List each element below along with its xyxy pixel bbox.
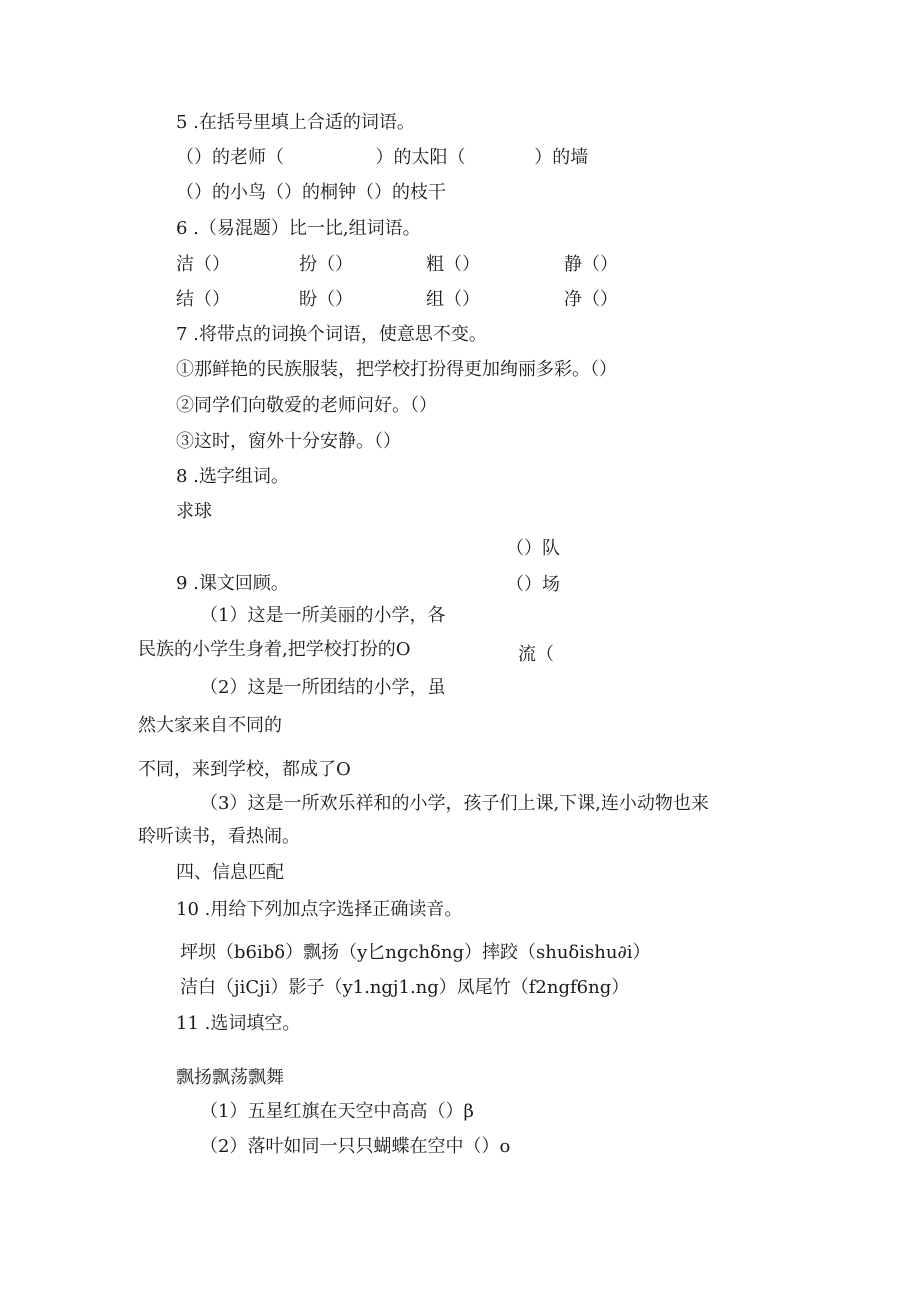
q7-sentence-3: ③这时，窗外十分安静。（） [176, 431, 401, 452]
q9-title: 9 .课文回顾。 [176, 573, 289, 594]
section-4-heading: 四、信息匹配 [176, 862, 284, 883]
q10-row-2: 洁白（jiCji）影子（y1.ngj1.ng）凤尾竹（f2ngf6ng） [180, 977, 630, 998]
q6-item-3: 粗（） [426, 254, 480, 275]
q8-option-3: 流（ [518, 644, 554, 665]
q9-item-3a: （3）这是一所欢乐祥和的小学，孩子们上课,下课,连小动物也来 [200, 793, 709, 814]
q6-title: 6 .（易混题）比一比,组词语。 [176, 218, 421, 239]
q5-row2: （）的小鸟（）的桐钟（）的枝干 [176, 182, 446, 203]
q9-item-3b: 聆听读书，看热闹。 [138, 826, 300, 847]
q7-sentence-2: ②同学们向敬爱的老师问好。（） [176, 395, 437, 416]
q8-title: 8 .选字组词。 [176, 466, 289, 487]
q6-item-8: 净（） [564, 289, 618, 310]
q10-row-1: 坪坝（b6ibδ）飘扬（y匕ngchδng）摔跤（shuδishu∂i） [180, 942, 651, 963]
q9-item-1a: （1）这是一所美丽的小学，各 [200, 605, 446, 626]
q9-item-2b: 然大家来自不同的 [138, 715, 282, 736]
q11-word-bank: 飘扬飘荡飘舞 [176, 1067, 284, 1088]
q6-item-6: 盼（） [299, 289, 353, 310]
q5-title: 5 .在括号里填上合适的词语。 [176, 112, 415, 133]
q9-item-1b: 民族的小学生身着,把学校打扮的O [138, 639, 411, 660]
q7-title: 7 .将带点的词换个词语，使意思不变。 [176, 324, 487, 345]
q11-sentence-2: （2）落叶如同一只只蝴蝶在空中（）o [200, 1136, 511, 1157]
q7-sentence-1: ①那鲜艳的民族服装，把学校打扮得更加绚丽多彩。（） [176, 359, 617, 380]
q6-item-5: 结（） [176, 289, 230, 310]
q9-item-2c: 不同，来到学校，都成了O [138, 759, 351, 780]
q8-option-1: （）队 [506, 538, 560, 559]
q6-item-2: 扮（） [299, 254, 353, 275]
q5-row1: （）的老师（ ）的太阳（ ）的墙 [176, 147, 589, 168]
q8-chars: 求球 [176, 501, 212, 522]
q10-title: 10 .用给下列加点字选择正确读音。 [176, 899, 463, 920]
q6-item-4: 静（） [564, 254, 618, 275]
q6-item-7: 组（） [426, 289, 480, 310]
q8-option-2: （）场 [506, 574, 560, 595]
q11-sentence-1: （1）五星红旗在天空中高高（）β [200, 1101, 474, 1122]
q6-item-1: 洁（） [176, 254, 230, 275]
q9-item-2a: （2）这是一所团结的小学，虽 [200, 677, 446, 698]
q11-title: 11 .选词填空。 [176, 1013, 301, 1034]
